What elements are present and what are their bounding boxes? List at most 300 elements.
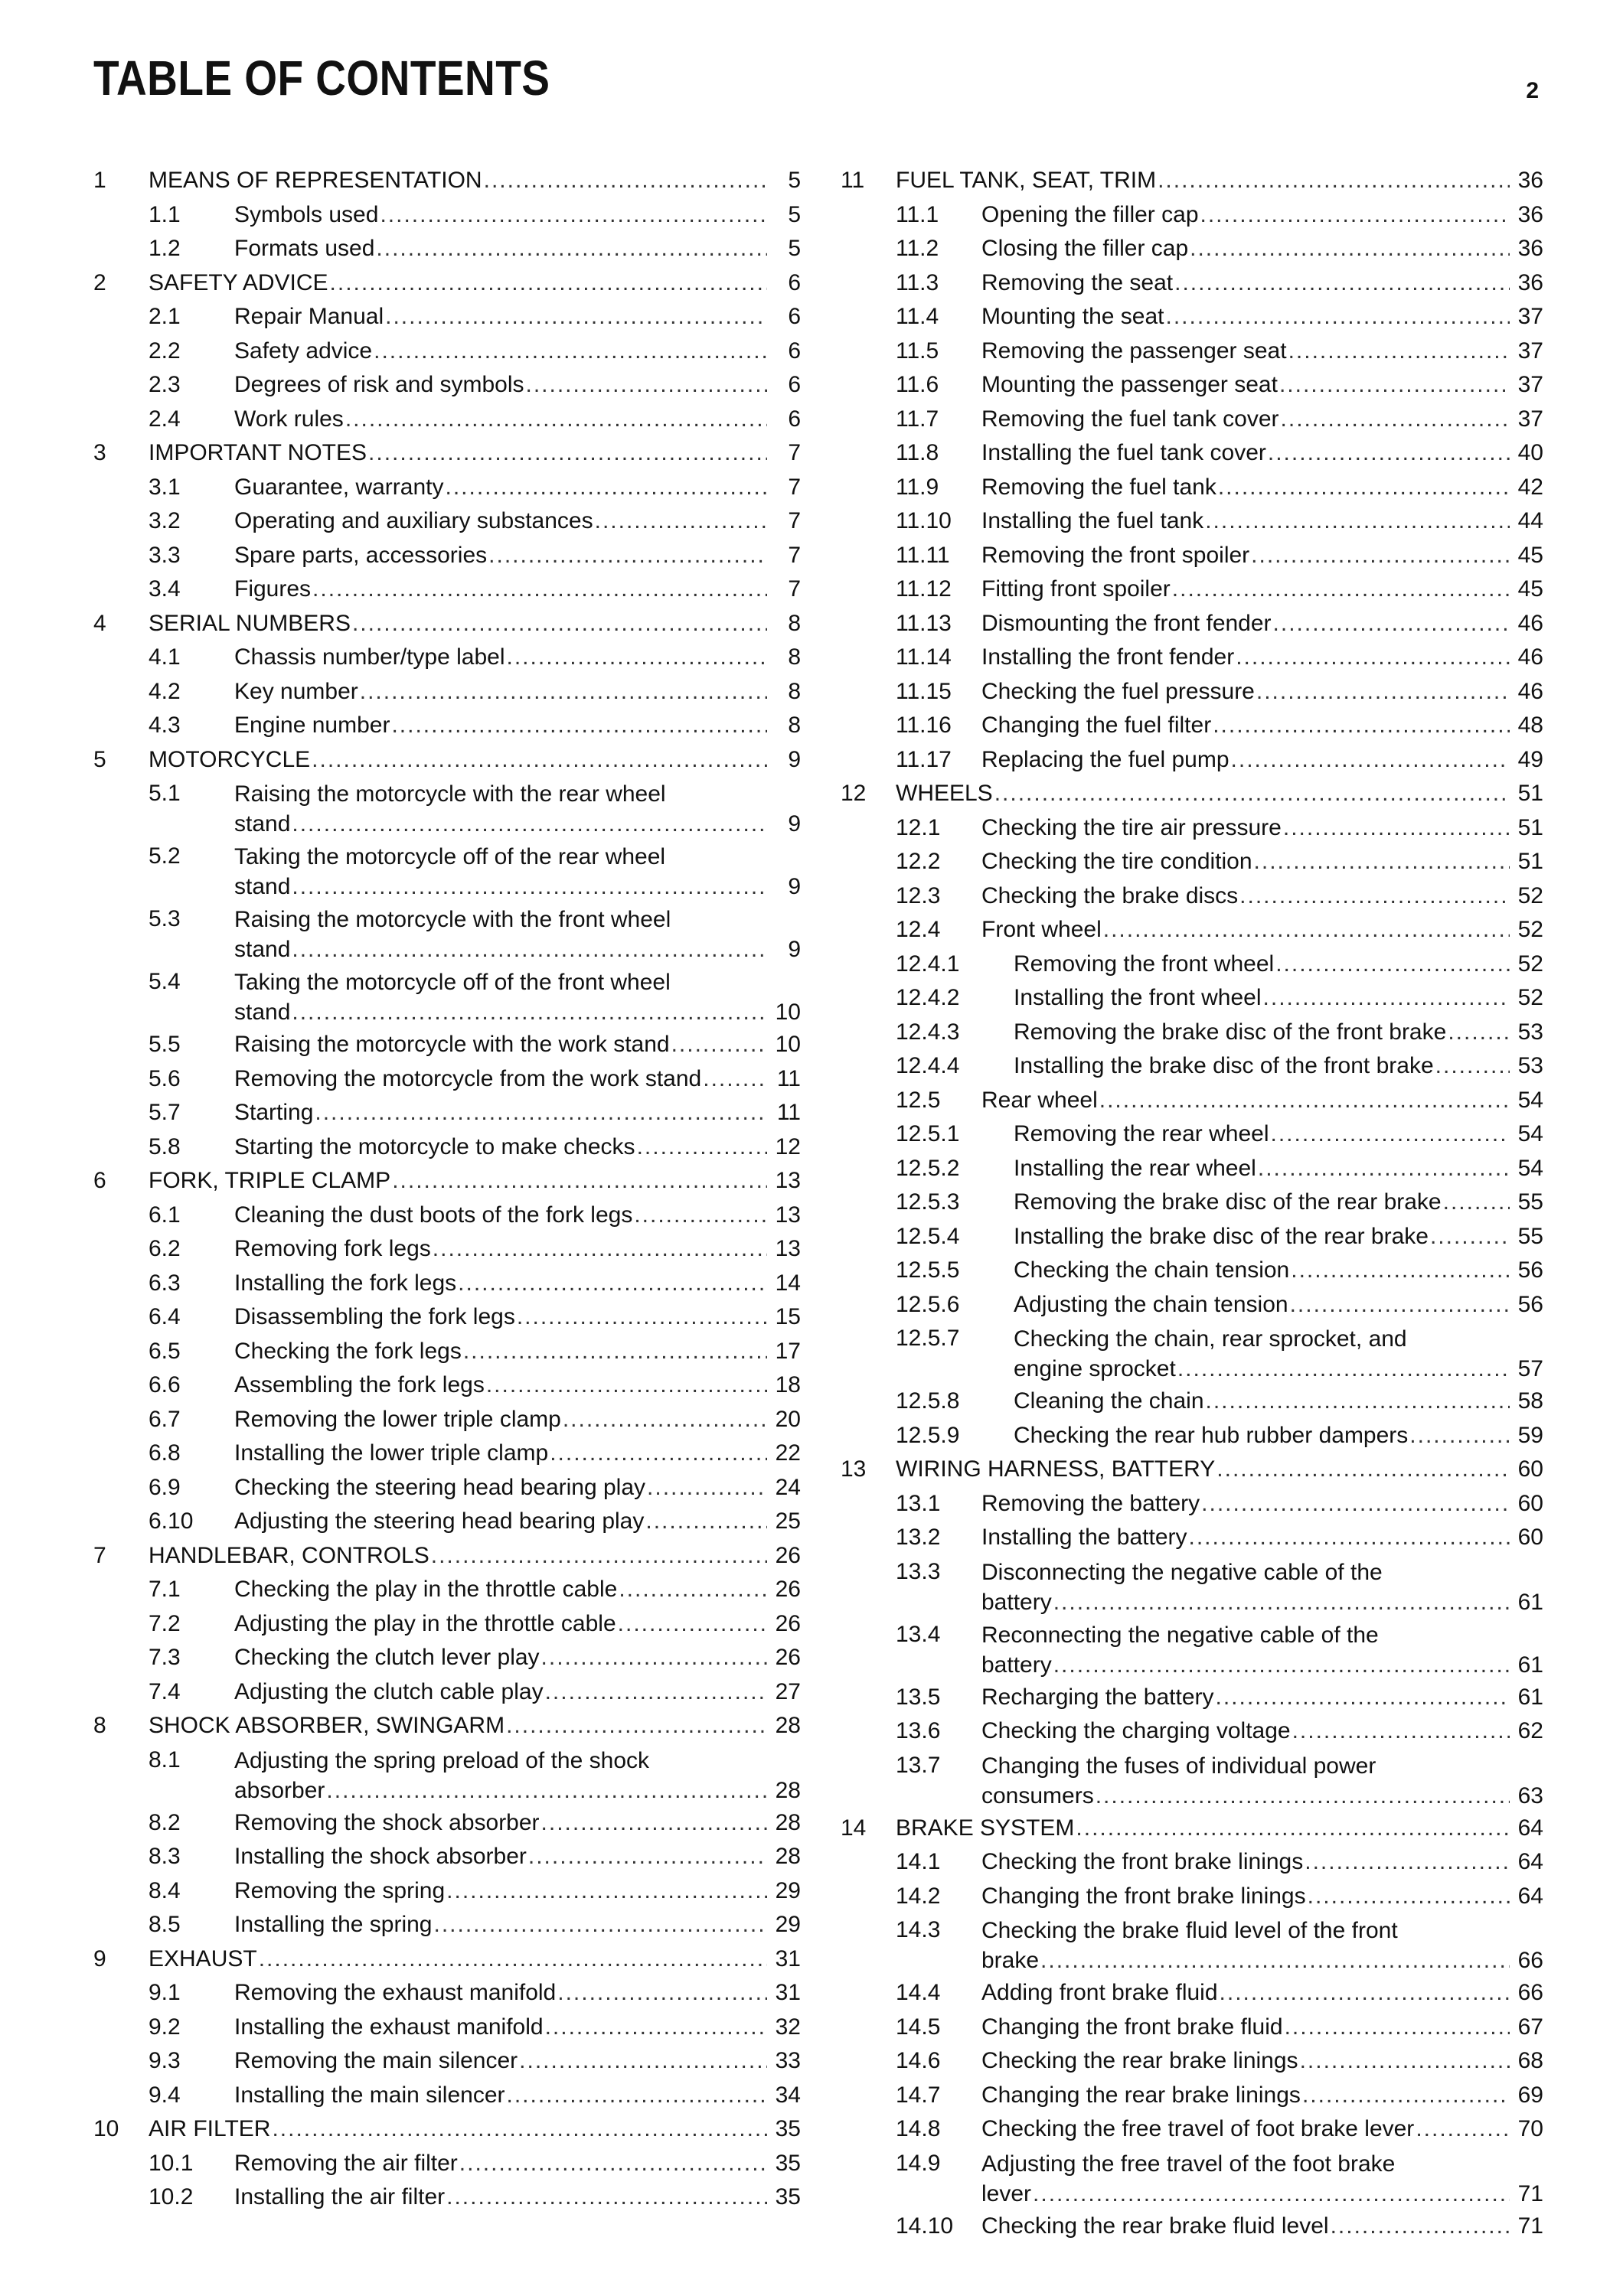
toc-entry[interactable]: [93, 266, 801, 301]
toc-entry[interactable]: [841, 300, 1543, 334]
toc-entry-page: 26: [775, 1542, 801, 1568]
toc-entry[interactable]: [93, 743, 801, 778]
toc-entry-title: Checking the brake fluid level of the front: [981, 1918, 1398, 1943]
toc-entry[interactable]: [841, 1618, 1543, 1681]
toc-entry-page: 28: [775, 1713, 801, 1738]
toc-entry-page: 28: [775, 1777, 801, 1803]
toc-entry-page: 59: [1517, 1422, 1543, 1448]
toc-entry-title: Figures: [234, 576, 312, 602]
toc-entry-page: 6: [788, 269, 801, 295]
toc-entry[interactable]: [93, 232, 801, 266]
toc-entry[interactable]: [841, 1880, 1543, 1914]
toc-entry-page: 31: [775, 1980, 801, 2005]
toc-entry-page: 60: [1517, 1525, 1543, 1550]
dot-leader: [345, 403, 767, 437]
toc-entry[interactable]: [93, 1267, 801, 1301]
toc-column-left: [93, 164, 801, 2215]
toc-entry[interactable]: [93, 1607, 801, 1642]
toc-entry-number: 11.15: [896, 678, 952, 704]
toc-entry-title: Rear wheel: [981, 1087, 1098, 1113]
toc-entry[interactable]: [841, 436, 1543, 471]
toc-entry-title: Removing the shock absorber: [234, 1809, 540, 1835]
toc-entry-page: 20: [775, 1406, 801, 1432]
toc-entry-title: Engine number: [234, 713, 390, 738]
toc-entry-title: Removing the seat: [981, 269, 1174, 295]
dot-leader: [1285, 2011, 1510, 2045]
toc-entry-number: 8.1: [149, 1746, 181, 1773]
toc-entry[interactable]: [93, 436, 801, 471]
toc-entry-number: 4.2: [149, 678, 181, 704]
toc-entry-page: 33: [775, 2048, 801, 2073]
toc-entry[interactable]: [93, 300, 801, 334]
toc-entry[interactable]: [93, 1300, 801, 1335]
toc-entry[interactable]: [93, 607, 801, 641]
toc-entry[interactable]: [841, 1913, 1543, 1976]
toc-entry-number: 14.4: [896, 1980, 941, 2005]
toc-entry-number: 12.2: [896, 849, 941, 874]
toc-entry[interactable]: [93, 1471, 801, 1505]
toc-entry-page: 36: [1517, 269, 1543, 295]
toc-entry[interactable]: [841, 675, 1543, 709]
toc-entry-title: BRAKE SYSTEM: [896, 1815, 1075, 1841]
toc-entry-number: 8.2: [149, 1809, 181, 1835]
toc-entry-number: 8.4: [149, 1877, 181, 1903]
toc-entry[interactable]: [93, 1062, 801, 1097]
toc-entry-page: 69: [1517, 2082, 1543, 2108]
toc-entry-number: 11.12: [896, 576, 952, 602]
toc-entry[interactable]: [93, 1675, 801, 1710]
toc-entry-page: 66: [1517, 1948, 1543, 1973]
toc-entry-number: 6.1: [149, 1202, 181, 1228]
toc-entry-title: Checking the steering head bearing play: [234, 1474, 646, 1500]
toc-entry[interactable]: [841, 1453, 1543, 1487]
toc-entry[interactable]: [93, 1942, 801, 1977]
toc-entry[interactable]: [93, 1403, 801, 1437]
toc-entry[interactable]: [841, 368, 1543, 403]
toc-entry[interactable]: [841, 1681, 1543, 1715]
toc-entry-title: Adjusting the free travel of the foot brake: [981, 2151, 1396, 2177]
toc-entry[interactable]: [93, 709, 801, 743]
toc-entry-page: 37: [1517, 304, 1543, 329]
dot-leader: [292, 872, 767, 902]
toc-entry-title: Checking the tire air pressure: [981, 814, 1282, 840]
toc-entry-title: Removing the motorcycle from the work stand: [234, 1065, 702, 1091]
toc-entry-number: 12.5.2: [896, 1155, 960, 1181]
toc-entry[interactable]: [841, 266, 1543, 301]
toc-entry-title: Removing the rear wheel: [1014, 1121, 1269, 1146]
toc-entry-title: Installing the battery: [981, 1525, 1187, 1550]
toc-entry[interactable]: [841, 471, 1543, 505]
toc-entry[interactable]: [841, 811, 1543, 846]
toc-entry[interactable]: [841, 1322, 1543, 1384]
toc-entry-title-continued: engine sprocket: [1014, 1356, 1176, 1381]
toc-entry-number: 11.17: [896, 746, 952, 772]
toc-entry-page: 10: [775, 1032, 801, 1057]
toc-entry-number: 9.1: [149, 1980, 181, 2005]
toc-entry[interactable]: [841, 1487, 1543, 1521]
toc-entry[interactable]: [841, 232, 1543, 266]
toc-entry[interactable]: [93, 902, 801, 965]
toc-entry-number: 7.1: [149, 1577, 181, 1602]
dot-leader: [645, 1505, 767, 1539]
toc-entry[interactable]: [841, 1749, 1543, 1812]
toc-entry-page: 64: [1517, 1883, 1543, 1909]
toc-entry[interactable]: [93, 368, 801, 403]
dot-leader: [1213, 709, 1510, 743]
toc-entry[interactable]: [841, 1714, 1543, 1749]
toc-entry-page: 61: [1517, 1684, 1543, 1710]
toc-entry-page: 62: [1517, 1718, 1543, 1743]
toc-entry-number: 5.2: [149, 843, 181, 869]
dot-leader: [1448, 1016, 1510, 1050]
toc-entry-page: 51: [1517, 849, 1543, 874]
dot-leader: [1273, 607, 1510, 641]
toc-entry-page: 26: [775, 1645, 801, 1670]
toc-entry[interactable]: [841, 1049, 1543, 1084]
dot-leader: [259, 1942, 767, 1977]
dot-leader: [1172, 572, 1510, 607]
toc-entry[interactable]: [841, 1419, 1543, 1453]
toc-entry-page: 34: [775, 2082, 801, 2108]
toc-entry-title: Starting: [234, 1100, 314, 1125]
toc-entry-title: Changing the front brake linings: [981, 1883, 1306, 1909]
toc-entry-title: Guarantee, warranty: [234, 474, 444, 500]
toc-entry-number: 10.2: [149, 2184, 194, 2210]
toc-entry[interactable]: [841, 743, 1543, 778]
toc-entry[interactable]: [93, 2147, 801, 2181]
toc-entry[interactable]: [93, 1130, 801, 1165]
toc-entry-number: 11.11: [896, 542, 950, 568]
toc-entry-number: 12: [841, 781, 867, 806]
toc-entry[interactable]: [93, 2112, 801, 2147]
toc-entry-number: 8.3: [149, 1844, 181, 1869]
toc-entry[interactable]: [841, 913, 1543, 947]
dot-leader: [1292, 1714, 1510, 1749]
toc-entry-title-continued: battery: [981, 1652, 1052, 1678]
toc-entry-number: 1.2: [149, 236, 181, 261]
dot-leader: [446, 1874, 767, 1909]
toc-entry-page: 57: [1517, 1356, 1543, 1381]
dot-leader: [431, 1539, 767, 1574]
toc-entry[interactable]: [841, 1117, 1543, 1152]
toc-entry-title-continued: brake: [981, 1948, 1040, 1973]
toc-entry[interactable]: [841, 1016, 1543, 1050]
dot-leader: [1218, 471, 1510, 505]
toc-entry-title: Fitting front spoiler: [981, 576, 1171, 602]
dot-leader: [376, 232, 767, 266]
dot-leader: [1053, 1587, 1510, 1618]
toc-entry[interactable]: [841, 1084, 1543, 1118]
toc-entry[interactable]: [93, 965, 801, 1028]
toc-entry-page: 61: [1517, 1652, 1543, 1678]
toc-entry-title: Installing the front wheel: [1014, 985, 1262, 1010]
toc-entry[interactable]: [841, 2147, 1543, 2210]
dot-leader: [1103, 913, 1510, 947]
toc-entry[interactable]: [93, 1840, 801, 1874]
dot-leader: [1231, 743, 1510, 778]
toc-entry-number: 7: [93, 1542, 106, 1568]
toc-entry-number: 11.3: [896, 269, 939, 295]
toc-entry-page: 64: [1517, 1849, 1543, 1874]
dot-leader: [368, 436, 767, 471]
dot-leader: [563, 1403, 767, 1437]
toc-entry-page: 40: [1517, 440, 1543, 465]
toc-entry-page: 54: [1517, 1087, 1543, 1113]
toc-entry-page: 63: [1517, 1782, 1543, 1808]
toc-entry-title: Checking the play in the throttle cable: [234, 1577, 618, 1602]
dot-leader: [1190, 232, 1510, 266]
dot-leader: [1206, 1384, 1510, 1419]
toc-entry[interactable]: [841, 403, 1543, 437]
dot-leader: [634, 1199, 767, 1233]
toc-entry-title: Installing the fork legs: [234, 1270, 457, 1296]
toc-entry[interactable]: [93, 1539, 801, 1574]
toc-entry-title: Cleaning the chain: [1014, 1388, 1204, 1414]
toc-entry-page: 52: [1517, 882, 1543, 908]
toc-entry-number: 11.4: [896, 304, 939, 329]
page-title: TABLE OF CONTENTS: [93, 51, 550, 106]
dot-leader: [1256, 675, 1510, 709]
toc-entry[interactable]: [93, 504, 801, 539]
toc-entry[interactable]: [93, 198, 801, 233]
toc-entry-number: 5: [93, 746, 106, 772]
toc-entry-number: 12.5.6: [896, 1291, 960, 1317]
toc-entry[interactable]: [93, 1908, 801, 1942]
toc-entry-title: WHEELS: [896, 781, 993, 806]
toc-entry-title: Raising the motorcycle with the front wheel: [234, 907, 671, 932]
toc-entry[interactable]: [93, 1437, 801, 1471]
toc-entry-page: 53: [1517, 1019, 1543, 1045]
toc-entry[interactable]: [93, 1641, 801, 1675]
toc-entry[interactable]: [93, 840, 801, 902]
toc-entry-title: EXHAUST: [149, 1945, 257, 1971]
toc-entry-title: Removing the brake disc of the front brake: [1014, 1019, 1447, 1045]
toc-entry-number: 12.5.5: [896, 1257, 960, 1283]
toc-entry-title: Checking the front brake linings: [981, 1849, 1304, 1874]
dot-leader: [1053, 1650, 1510, 1681]
toc-entry[interactable]: [841, 777, 1543, 811]
toc-entry-page: 29: [775, 1877, 801, 1903]
toc-entry-number: 11.14: [896, 644, 952, 670]
page-number: 2: [1526, 78, 1539, 103]
toc-entry-page: 6: [788, 338, 801, 364]
toc-entry[interactable]: [93, 1573, 801, 1607]
dot-leader: [326, 1776, 767, 1806]
toc-entry[interactable]: [841, 572, 1543, 607]
toc-entry-page: 64: [1517, 1815, 1543, 1841]
dot-leader: [1251, 539, 1510, 573]
toc-entry[interactable]: [841, 607, 1543, 641]
toc-entry-title: Raising the motorcycle with the work stand: [234, 1032, 670, 1057]
toc-entry-title: Reconnecting the negative cable of the: [981, 1622, 1379, 1648]
dot-leader: [545, 1675, 767, 1710]
toc-entry[interactable]: [841, 1186, 1543, 1220]
dot-leader: [507, 2079, 767, 2113]
toc-entry[interactable]: [841, 1555, 1543, 1618]
toc-entry[interactable]: [841, 504, 1543, 539]
toc-entry[interactable]: [93, 1335, 801, 1369]
dot-leader: [545, 2011, 767, 2045]
toc-entry[interactable]: [93, 1709, 801, 1743]
toc-entry[interactable]: [93, 2044, 801, 2079]
toc-entry-number: 6.6: [149, 1372, 181, 1397]
dot-leader: [1189, 1521, 1510, 1555]
toc-entry[interactable]: [93, 1096, 801, 1130]
toc-entry-title: MEANS OF REPRESENTATION: [149, 168, 482, 193]
toc-entry[interactable]: [841, 1152, 1543, 1186]
toc-entry[interactable]: [841, 539, 1543, 573]
toc-entry-page: 24: [775, 1474, 801, 1500]
toc-entry-page: 17: [775, 1338, 801, 1364]
toc-entry-title: Disassembling the fork legs: [234, 1304, 515, 1329]
dot-leader: [595, 504, 767, 539]
toc-entry[interactable]: [841, 1812, 1543, 1846]
dot-leader: [994, 777, 1510, 811]
toc-entry[interactable]: [93, 1199, 801, 1233]
dot-leader: [1258, 1152, 1510, 1186]
toc-entry-title: Replacing the fuel pump: [981, 746, 1229, 772]
toc-entry[interactable]: [93, 539, 801, 573]
dot-leader: [374, 334, 767, 369]
toc-entry-number: 11.6: [896, 372, 939, 397]
toc-entry[interactable]: [841, 2044, 1543, 2079]
toc-entry[interactable]: [841, 1976, 1543, 2011]
toc-entry[interactable]: [841, 2079, 1543, 2113]
toc-entry-number: 6.4: [149, 1304, 181, 1329]
toc-entry-page: 8: [788, 678, 801, 704]
toc-entry[interactable]: [841, 334, 1543, 369]
toc-entry-page: 51: [1517, 781, 1543, 806]
toc-entry[interactable]: [93, 471, 801, 505]
toc-entry[interactable]: [841, 709, 1543, 743]
toc-entry-number: 12.4.3: [896, 1019, 960, 1045]
toc-entry[interactable]: [93, 675, 801, 709]
toc-entry[interactable]: [93, 1164, 801, 1199]
toc-entry[interactable]: [841, 164, 1543, 198]
toc-entry-page: 5: [788, 201, 801, 227]
toc-entry-title: FUEL TANK, SEAT, TRIM: [896, 168, 1157, 193]
dot-leader: [1166, 300, 1510, 334]
dot-leader: [1300, 2044, 1510, 2079]
toc-entry-number: 8.5: [149, 1912, 181, 1937]
toc-entry[interactable]: [841, 198, 1543, 233]
toc-entry[interactable]: [93, 1806, 801, 1841]
toc-entry-title: Removing the front wheel: [1014, 951, 1275, 977]
toc-entry-number: 9.2: [149, 2014, 181, 2040]
dot-leader: [292, 997, 767, 1028]
toc-entry[interactable]: [841, 1220, 1543, 1254]
toc-entry-page: 9: [788, 811, 801, 837]
toc-entry-number: 5.5: [149, 1032, 181, 1057]
toc-entry[interactable]: [93, 777, 801, 840]
dot-leader: [312, 572, 767, 607]
dot-leader: [433, 1232, 767, 1267]
toc-entry[interactable]: [93, 1874, 801, 1909]
toc-entry[interactable]: [93, 164, 801, 198]
toc-entry-title: Checking the free travel of foot brake lever: [981, 2116, 1415, 2141]
toc-entry[interactable]: [841, 2210, 1543, 2244]
toc-entry-title: Adjusting the clutch cable play: [234, 1678, 544, 1704]
toc-entry-title-continued: battery: [981, 1589, 1052, 1615]
toc-entry[interactable]: [93, 1028, 801, 1062]
toc-entry-number: 13.6: [896, 1718, 941, 1743]
dot-leader: [459, 2147, 767, 2181]
toc-entry[interactable]: [93, 1743, 801, 1806]
toc-entry-page: 52: [1517, 985, 1543, 1010]
toc-entry[interactable]: [841, 641, 1543, 675]
toc-entry[interactable]: [93, 572, 801, 607]
toc-entry-number: 11.9: [896, 474, 939, 500]
toc-entry[interactable]: [93, 1976, 801, 2011]
toc-entry-page: 26: [775, 1610, 801, 1636]
toc-entry-number: 14.10: [896, 2213, 954, 2239]
toc-entry-number: 7.2: [149, 1610, 181, 1636]
toc-entry[interactable]: [841, 1254, 1543, 1288]
dot-leader: [507, 641, 767, 675]
dot-leader: [1305, 1845, 1510, 1880]
toc-entry-title: Assembling the fork legs: [234, 1372, 485, 1397]
toc-entry[interactable]: [93, 2011, 801, 2045]
toc-entry[interactable]: [93, 1368, 801, 1403]
toc-entry[interactable]: [841, 879, 1543, 914]
toc-entry-number: 11.10: [896, 508, 952, 533]
toc-entry[interactable]: [93, 2180, 801, 2215]
dot-leader: [1443, 1186, 1510, 1220]
toc-entry[interactable]: [841, 947, 1543, 982]
toc-entry[interactable]: [841, 2011, 1543, 2045]
toc-entry[interactable]: [93, 1505, 801, 1539]
toc-entry-title: Removing the battery: [981, 1490, 1200, 1516]
toc-entry-title-continued: stand: [234, 937, 291, 962]
toc-entry-number: 2: [93, 269, 106, 295]
toc-entry[interactable]: [841, 981, 1543, 1016]
toc-entry-number: 6.9: [149, 1474, 181, 1500]
toc-entry[interactable]: [841, 2112, 1543, 2147]
toc-entry-number: 14.9: [896, 2150, 941, 2176]
toc-entry-title: Changing the fuel filter: [981, 713, 1212, 738]
toc-entry[interactable]: [841, 1288, 1543, 1322]
toc-entry-page: 5: [788, 168, 801, 193]
toc-entry-title: Front wheel: [981, 917, 1102, 942]
toc-entry[interactable]: [93, 334, 801, 369]
dot-leader: [506, 1709, 767, 1743]
toc-entry[interactable]: [841, 845, 1543, 879]
toc-entry[interactable]: [841, 1521, 1543, 1555]
toc-entry-title: Starting the motorcycle to make checks: [234, 1133, 635, 1159]
toc-entry-title: Changing the fuses of individual power: [981, 1753, 1376, 1779]
toc-entry-page: 52: [1517, 951, 1543, 977]
dot-leader: [1200, 198, 1510, 233]
dot-leader: [541, 1641, 767, 1675]
toc-entry[interactable]: [93, 2079, 801, 2113]
toc-entry-page: 13: [775, 1168, 801, 1193]
toc-entry-title: Spare parts, accessories: [234, 542, 488, 568]
toc-entry[interactable]: [841, 1384, 1543, 1419]
toc-entry[interactable]: [93, 1232, 801, 1267]
toc-entry[interactable]: [93, 403, 801, 437]
toc-entry[interactable]: [841, 1845, 1543, 1880]
toc-entry-number: 6.7: [149, 1406, 181, 1432]
toc-entry-title: Formats used: [234, 236, 375, 261]
dot-leader: [1302, 2079, 1510, 2113]
toc-entry-title: Checking the chain, rear sprocket, and: [1014, 1326, 1407, 1352]
toc-entry-number: 1: [93, 168, 106, 193]
dot-leader: [1290, 1288, 1510, 1322]
toc-entry[interactable]: [93, 641, 801, 675]
dot-leader: [1236, 641, 1510, 675]
toc-entry-number: 13.3: [896, 1558, 941, 1584]
toc-entry-number: 13.7: [896, 1752, 941, 1778]
